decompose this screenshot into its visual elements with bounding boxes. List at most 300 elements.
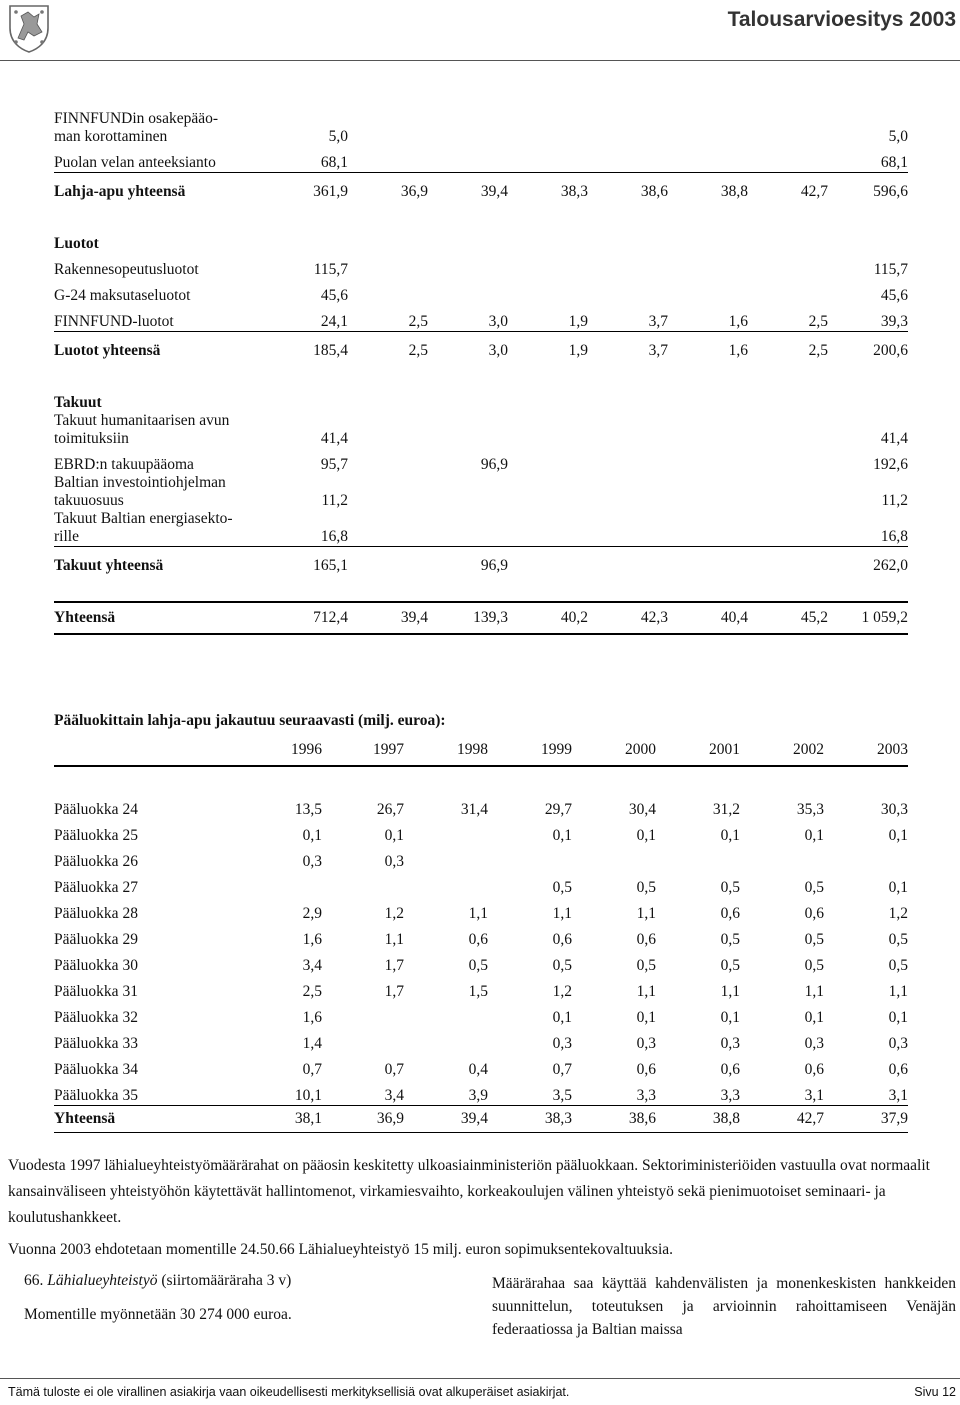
value-cell: 42,7 [740, 1106, 824, 1133]
value-cell [508, 547, 588, 576]
year-header: 2003 [824, 735, 908, 766]
value-cell [508, 253, 588, 279]
main-class-distribution-table [54, 735, 908, 1133]
value-cell [348, 386, 428, 412]
value-cell: 3,5 [552, 1087, 572, 1104]
value-cell [228, 871, 322, 897]
section-number: 66. [24, 1272, 44, 1289]
value-cell: 45,6 [320, 287, 348, 304]
value-cell [266, 386, 348, 412]
value-cell [348, 412, 428, 448]
value-cell: 0,1 [720, 827, 740, 844]
value-cell: 3,4 [384, 1087, 404, 1104]
value-cell: 0,1 [552, 1009, 572, 1026]
value-cell [588, 227, 668, 253]
row-label: Luotot yhteensä [54, 332, 266, 361]
value-cell [428, 110, 508, 146]
value-cell: 45,2 [748, 602, 828, 634]
row-label: G-24 maksutaseluotot [54, 287, 191, 304]
value-cell [508, 279, 588, 305]
value-cell [668, 386, 748, 412]
table-row [54, 845, 908, 871]
value-cell: 30,3 [880, 801, 908, 818]
value-cell: 0,1 [720, 1009, 740, 1026]
aid-summary-table [54, 110, 908, 635]
table-row [54, 871, 908, 897]
table-row [54, 332, 908, 361]
table-spacer [54, 201, 908, 227]
page-number: Sivu 12 [914, 1385, 956, 1399]
value-cell: 68,1 [320, 154, 348, 171]
value-cell [748, 110, 828, 146]
value-cell: 38,8 [656, 1106, 740, 1133]
value-cell [828, 227, 908, 253]
row-label: Pääluokka 31 [54, 983, 138, 1000]
value-cell [348, 227, 428, 253]
value-cell: 0,6 [636, 931, 656, 948]
value-cell [748, 474, 828, 510]
value-cell: 42,7 [748, 173, 828, 202]
value-cell [824, 845, 908, 871]
row-label: Yhteensä [54, 602, 266, 634]
value-cell: 0,1 [552, 827, 572, 844]
value-cell [348, 474, 428, 510]
row-label-line: man korottaminen [54, 128, 168, 145]
table-row [54, 474, 908, 510]
table-row [54, 510, 908, 547]
value-cell [668, 510, 748, 547]
value-cell [748, 510, 828, 547]
value-cell [588, 386, 668, 412]
value-cell: 38,1 [228, 1106, 322, 1133]
value-cell: 1,1 [636, 905, 656, 922]
value-cell: 1,9 [508, 332, 588, 361]
value-cell [588, 547, 668, 576]
table-spacer [54, 360, 908, 386]
value-cell: 115,7 [313, 261, 348, 278]
value-cell: 596,6 [828, 173, 908, 202]
value-cell [668, 146, 748, 173]
value-cell [668, 253, 748, 279]
value-cell: 1,1 [384, 931, 404, 948]
value-cell: 10,1 [294, 1087, 322, 1104]
value-cell: 11,2 [321, 492, 348, 509]
table-row [54, 793, 908, 819]
value-cell: 262,0 [828, 547, 908, 576]
year-header: 1996 [228, 735, 322, 766]
value-cell [588, 510, 668, 547]
spacer-cell [54, 360, 908, 386]
value-cell: 39,4 [348, 602, 428, 634]
value-cell: 0,5 [636, 957, 656, 974]
value-cell: 35,3 [796, 801, 824, 818]
value-cell: 1,1 [468, 905, 488, 922]
value-cell [348, 110, 428, 146]
table-row [54, 975, 908, 1001]
value-cell: 0,5 [720, 931, 740, 948]
value-cell: 200,6 [828, 332, 908, 361]
value-cell: 361,9 [266, 173, 348, 202]
value-cell: 36,9 [322, 1106, 404, 1133]
value-cell [322, 1001, 404, 1027]
value-cell: 95,7 [320, 456, 348, 473]
value-cell [404, 1027, 488, 1053]
value-cell [668, 110, 748, 146]
value-cell [508, 227, 588, 253]
value-cell: 16,8 [320, 528, 348, 545]
table-row [54, 279, 908, 305]
table-row [54, 412, 908, 448]
value-cell: 0,1 [636, 827, 656, 844]
spacer-cell [54, 766, 908, 793]
value-cell [322, 871, 404, 897]
value-cell [748, 448, 828, 474]
value-cell: 38,3 [508, 173, 588, 202]
value-cell [748, 412, 828, 448]
value-cell: 1,1 [552, 905, 572, 922]
value-cell: 68,1 [880, 154, 908, 171]
table-section-heading [54, 386, 908, 412]
value-cell: 0,5 [720, 879, 740, 896]
value-cell: 38,8 [668, 173, 748, 202]
value-cell [668, 474, 748, 510]
value-cell: 11,2 [881, 492, 908, 509]
value-cell [266, 227, 348, 253]
value-cell: 0,3 [804, 1035, 824, 1052]
value-cell: 29,7 [544, 801, 572, 818]
table-spacer [54, 766, 908, 793]
usage-description: Määrärahaa saa käyttää kahdenvälisten ja monenkeskisten hankkeiden suunnittelun, toteutuksen ja arvioinnin rahoittamiseen Venäjän federaatiossa ja Baltian maissa [492, 1275, 956, 1338]
value-cell: 115,7 [873, 261, 908, 278]
table-row [54, 253, 908, 279]
year-header: 1998 [404, 735, 488, 766]
value-cell: 40,4 [668, 602, 748, 634]
value-cell: 0,5 [468, 957, 488, 974]
value-cell: 1,1 [804, 983, 824, 1000]
value-cell [508, 474, 588, 510]
value-cell: 1,7 [384, 957, 404, 974]
value-cell: 1,2 [384, 905, 404, 922]
footer-notice: Tämä tuloste ei ole virallinen asiakirja vaan oikeudellisesti merkityksellisiä ovat alkuperäiset asiakirjat. [8, 1385, 570, 1399]
header-blank [54, 735, 228, 766]
value-cell: 41,4 [880, 430, 908, 447]
row-label-line: takuuosuus [54, 492, 124, 509]
value-cell: 2,5 [302, 983, 322, 1000]
value-cell: 1,2 [552, 983, 572, 1000]
document-header-title: Talousarvioesitys 2003 [727, 8, 956, 31]
year-header: 1997 [322, 735, 404, 766]
value-cell: 0,5 [552, 879, 572, 896]
value-cell: 1,6 [728, 313, 748, 330]
value-cell [428, 412, 508, 448]
row-label: Pääluokka 29 [54, 931, 138, 948]
value-cell [348, 146, 428, 173]
value-cell [668, 412, 748, 448]
row-label-line: Baltian investointiohjelman [54, 474, 226, 491]
value-cell: 3,7 [588, 332, 668, 361]
value-cell: 0,1 [888, 827, 908, 844]
value-cell: 1 059,2 [828, 602, 908, 634]
value-cell [748, 547, 828, 576]
appropriation-text: Momentille myönnetään 30 274 000 euroa. [24, 1306, 292, 1323]
value-cell: 38,3 [488, 1106, 572, 1133]
row-label [54, 110, 266, 146]
value-cell: 30,4 [628, 801, 656, 818]
value-cell [572, 845, 656, 871]
row-label-line: toimituksiin [54, 430, 129, 447]
value-cell [588, 110, 668, 146]
row-label: Lahja-apu yhteensä [54, 173, 266, 202]
value-cell: 0,6 [888, 1061, 908, 1078]
value-cell [348, 279, 428, 305]
value-cell: 2,9 [302, 905, 322, 922]
table-row [54, 146, 908, 173]
value-cell [348, 510, 428, 547]
value-cell: 0,6 [804, 1061, 824, 1078]
value-cell [428, 146, 508, 173]
value-cell [588, 146, 668, 173]
year-header-row [54, 735, 908, 766]
row-label: Pääluokka 24 [54, 801, 138, 818]
value-cell: 0,5 [804, 879, 824, 896]
value-cell [322, 1027, 404, 1053]
value-cell: 40,2 [508, 602, 588, 634]
row-label: Rakennesopeutusluotot [54, 261, 199, 278]
row-label [54, 510, 266, 547]
table-row [54, 305, 908, 332]
table-row [54, 1053, 908, 1079]
section-suffix: (siirtomääräraha 3 v) [161, 1272, 292, 1289]
value-cell [508, 146, 588, 173]
value-cell: 192,6 [873, 456, 908, 473]
value-cell: 3,1 [888, 1087, 908, 1104]
table-row [54, 1001, 908, 1027]
table-row [54, 173, 908, 202]
value-cell [404, 871, 488, 897]
row-label: Pääluokka 27 [54, 879, 138, 896]
value-cell: 0,5 [636, 879, 656, 896]
value-cell [588, 448, 668, 474]
value-cell: 3,4 [302, 957, 322, 974]
table-row [54, 1027, 908, 1053]
value-cell: 0,1 [804, 827, 824, 844]
value-cell: 2,5 [808, 313, 828, 330]
value-cell: 37,9 [824, 1106, 908, 1133]
row-label: Pääluokka 30 [54, 957, 138, 974]
value-cell [668, 227, 748, 253]
value-cell: 2,5 [348, 332, 428, 361]
value-cell [748, 146, 828, 173]
value-cell: 96,9 [480, 456, 508, 473]
value-cell [488, 845, 572, 871]
value-cell [348, 448, 428, 474]
value-cell [428, 227, 508, 253]
row-label: Pääluokka 26 [54, 853, 138, 870]
table-row [54, 1079, 908, 1106]
value-cell [740, 845, 824, 871]
value-cell: 26,7 [376, 801, 404, 818]
value-cell: 0,6 [552, 931, 572, 948]
value-cell [656, 845, 740, 871]
value-cell: 1,6 [302, 931, 322, 948]
value-cell: 0,1 [384, 827, 404, 844]
row-label: Pääluokka 33 [54, 1035, 138, 1052]
value-cell: 39,3 [880, 313, 908, 330]
section-title: Lähialueyhteistyö [47, 1272, 158, 1289]
row-label-line: Takuut Baltian energiasekto- [54, 510, 233, 527]
value-cell: 5,0 [328, 128, 348, 145]
value-cell: 1,1 [720, 983, 740, 1000]
value-cell: 24,1 [320, 313, 348, 330]
value-cell [404, 819, 488, 845]
year-header: 2002 [740, 735, 824, 766]
spacer-cell [54, 201, 908, 227]
value-cell: 139,3 [428, 602, 508, 634]
value-cell: 1,7 [384, 983, 404, 1000]
row-label: EBRD:n takuupääoma [54, 456, 194, 473]
value-cell: 0,6 [468, 931, 488, 948]
value-cell: 0,4 [468, 1061, 488, 1078]
value-cell: 1,2 [888, 905, 908, 922]
row-label-line: Takuut humanitaarisen avun [54, 412, 230, 429]
value-cell: 1,5 [468, 983, 488, 1000]
value-cell: 0,7 [302, 1061, 322, 1078]
value-cell: 96,9 [428, 547, 508, 576]
value-cell: 3,7 [648, 313, 668, 330]
row-label: Luotot [54, 235, 99, 252]
value-cell: 0,5 [552, 957, 572, 974]
table-row [54, 547, 908, 576]
value-cell: 185,4 [266, 332, 348, 361]
table-row [54, 897, 908, 923]
value-cell: 0,7 [552, 1061, 572, 1078]
row-label-line: FINNFUNDin osakepääo- [54, 110, 219, 127]
value-cell: 3,3 [720, 1087, 740, 1104]
value-cell: 1,4 [302, 1035, 322, 1052]
table-section-heading [54, 227, 908, 253]
value-cell: 16,8 [880, 528, 908, 545]
value-cell [588, 279, 668, 305]
row-label: Pääluokka 28 [54, 905, 138, 922]
value-cell: 36,9 [348, 173, 428, 202]
table-row [54, 949, 908, 975]
value-cell [428, 510, 508, 547]
value-cell [508, 448, 588, 474]
row-label: Takuut [54, 394, 102, 411]
value-cell: 0,3 [552, 1035, 572, 1052]
value-cell: 0,5 [720, 957, 740, 974]
paragraph-commitment-authority: Vuonna 2003 ehdotetaan momentille 24.50.66 Lähialueyhteistyö 15 milj. euron sopimuksentekovaltuuksia. [8, 1241, 674, 1258]
row-label: FINNFUND-luotot [54, 313, 174, 330]
value-cell: 0,6 [720, 1061, 740, 1078]
table-row [54, 110, 908, 146]
value-cell [428, 474, 508, 510]
value-cell: 0,3 [888, 1035, 908, 1052]
value-cell: 0,3 [302, 853, 322, 870]
value-cell [508, 386, 588, 412]
value-cell [508, 412, 588, 448]
year-header: 2001 [656, 735, 740, 766]
row-label [54, 412, 266, 448]
table-spacer [54, 575, 908, 602]
table-row [54, 602, 908, 634]
value-cell: 3,0 [488, 313, 508, 330]
value-cell: 3,3 [636, 1087, 656, 1104]
value-cell [588, 474, 668, 510]
year-header: 2000 [572, 735, 656, 766]
distribution-table-title: Pääluokittain lahja-apu jakautuu seuraavasti (milj. euroa): [54, 712, 446, 729]
header-divider [0, 60, 960, 61]
coat-of-arms-icon [4, 2, 54, 54]
section-heading [24, 1272, 464, 1290]
value-cell [428, 279, 508, 305]
value-cell: 3,0 [428, 332, 508, 361]
row-label: Pääluokka 32 [54, 1009, 138, 1026]
value-cell: 0,5 [804, 957, 824, 974]
value-cell: 2,5 [408, 313, 428, 330]
value-cell: 45,6 [880, 287, 908, 304]
value-cell: 1,9 [568, 313, 588, 330]
value-cell: 42,3 [588, 602, 668, 634]
value-cell: 13,5 [294, 801, 322, 818]
row-label: Pääluokka 34 [54, 1061, 138, 1078]
value-cell [428, 386, 508, 412]
paragraph-sector-ministries: Vuodesta 1997 lähialueyhteistyömäärärahat on pääosin keskitetty ulkoasiainministeriön pääluokkaan. Sektoriministeriöiden vastuulla ovat normaalit kansainväliseen yhteistyöhön käytettävät hallintomenot, virkamiesvaihto, korkeakoulujen välinen yhteistyö sekä pienimuotoiset seminaari- ja koulutushankkeet. [8, 1157, 930, 1226]
value-cell [828, 386, 908, 412]
table-row [54, 923, 908, 949]
value-cell: 0,7 [384, 1061, 404, 1078]
table-total-row [54, 1106, 908, 1133]
row-label: Pääluokka 25 [54, 827, 138, 844]
value-cell: 39,4 [428, 173, 508, 202]
value-cell: 1,6 [668, 332, 748, 361]
value-cell: 2,5 [748, 332, 828, 361]
row-label: Yhteensä [54, 1106, 228, 1133]
value-cell: 31,2 [712, 801, 740, 818]
row-label: Puolan velan anteeksianto [54, 154, 216, 171]
value-cell [668, 279, 748, 305]
value-cell [748, 279, 828, 305]
value-cell: 0,6 [720, 905, 740, 922]
value-cell [508, 510, 588, 547]
value-cell: 1,6 [302, 1009, 322, 1026]
value-cell: 0,1 [804, 1009, 824, 1026]
value-cell: 0,5 [888, 931, 908, 948]
value-cell: 38,6 [588, 173, 668, 202]
value-cell [588, 253, 668, 279]
row-label [54, 474, 266, 510]
value-cell [428, 253, 508, 279]
value-cell: 0,6 [636, 1061, 656, 1078]
value-cell: 1,1 [888, 983, 908, 1000]
value-cell: 39,4 [404, 1106, 488, 1133]
value-cell: 1,1 [636, 983, 656, 1000]
value-cell [748, 253, 828, 279]
value-cell: 0,3 [636, 1035, 656, 1052]
year-header: 1999 [488, 735, 572, 766]
row-label: Pääluokka 35 [54, 1087, 138, 1104]
value-cell [404, 845, 488, 871]
value-cell [404, 1001, 488, 1027]
value-cell [348, 253, 428, 279]
row-label-line: rille [54, 528, 79, 545]
table-row [54, 448, 908, 474]
value-cell: 3,1 [804, 1087, 824, 1104]
value-cell [348, 547, 428, 576]
value-cell: 0,1 [302, 827, 322, 844]
value-cell: 712,4 [266, 602, 348, 634]
value-cell [588, 412, 668, 448]
